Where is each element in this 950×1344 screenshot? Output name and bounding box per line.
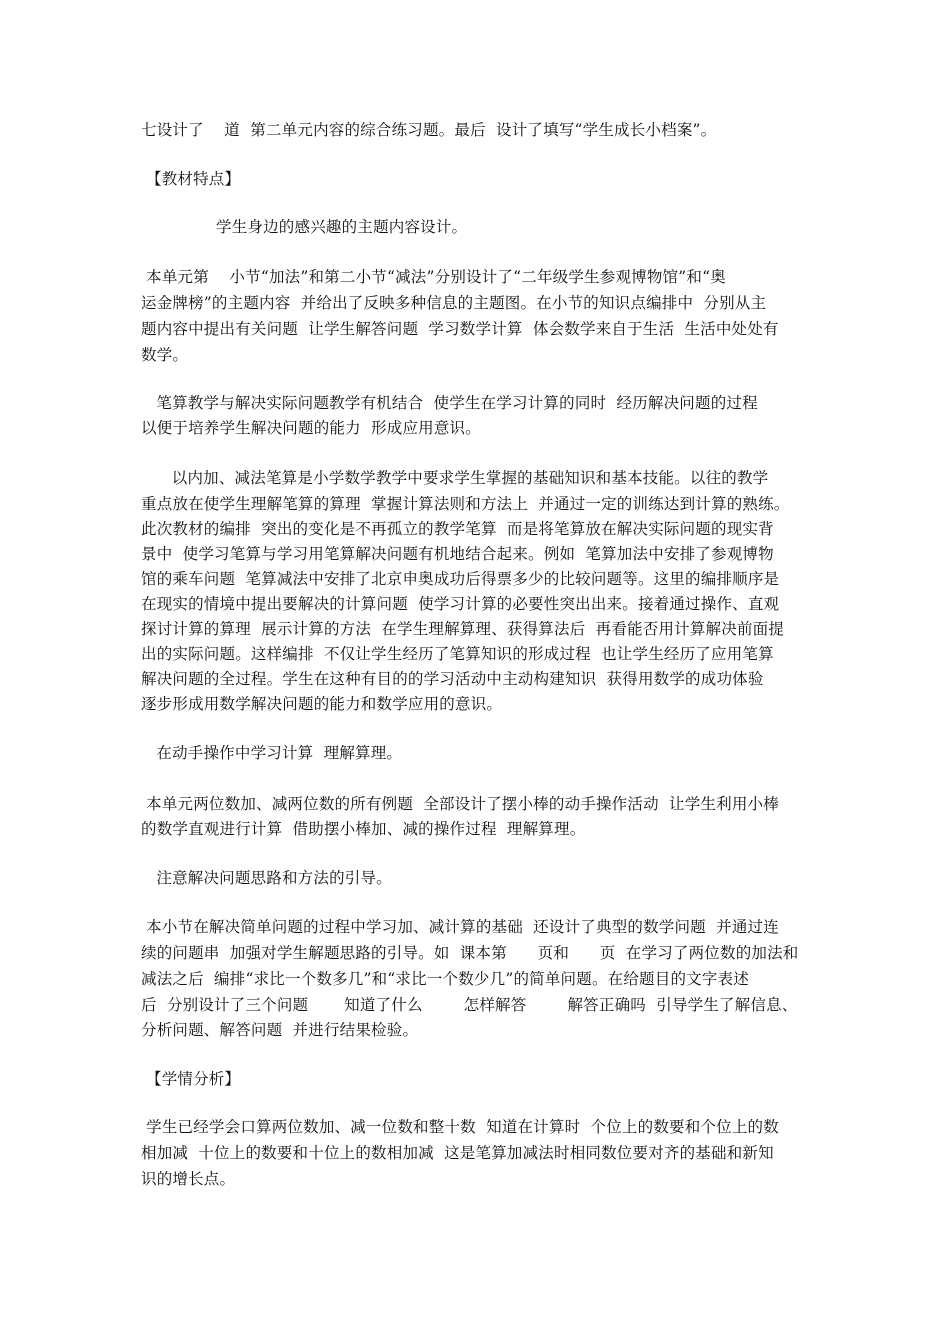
para-1-line-1: 本单元第 小节“加法”和第二小节“减法”分别设计了“二年级学生参观博物馆”和“奥: [141, 268, 726, 286]
para-1-line-2: 运金牌榜”的主题内容 并给出了反映多种信息的主题图。在小节的知识点编排中 分别从主: [141, 294, 767, 312]
para-3-line-2: 的数学直观进行计算 借助摆小棒加、减的操作过程 理解算理。: [141, 820, 586, 838]
para-2-line-7: 探讨计算的算理 展示计算的方法 在学生理解算理、获得算法后 再看能否用计算解决前面提: [141, 620, 785, 638]
para-5-line-1: 学生已经学会口算两位数加、减一位数和整十数 知道在计算时 个位上的数要和个位上的数: [141, 1118, 779, 1136]
para-5-line-3: 识的增长点。: [141, 1170, 236, 1188]
intro-line: 七设计了 道 第二单元内容的综合练习题。最后 设计了填写“学生成长小档案”。: [141, 121, 717, 139]
para-4-line-4: 后 分别设计了三个问题 知道了什么 怎样解答 解答正确吗 引导学生了解信息、: [141, 996, 798, 1014]
para-4-line-2: 续的问题串 加强对学生解题思路的引导。如 课本第 页和 页 在学习了两位数的加法和: [141, 944, 799, 962]
para-2-line-2: 重点放在使学生理解笔算的算理 掌握计算法则和方法上 并通过一定的训练达到计算的熟练。: [141, 495, 790, 513]
heading-learning-analysis: 【学情分析】: [146, 1070, 241, 1088]
feature-3-title: 在动手操作中学习计算 理解算理。: [141, 744, 403, 762]
feature-2-title-line-1: 笔算教学与解决实际问题教学有机结合 使学生在学习计算的同时 经历解决问题的过程: [141, 394, 758, 412]
para-2-line-9: 解决问题的全过程。学生在这种有目的的学习活动中主动构建知识 获得用数学的成功体验: [141, 670, 764, 688]
para-4-line-5: 分析问题、解答问题 并进行结果检验。: [141, 1021, 419, 1039]
para-2-line-6: 在现实的情境中提出要解决的计算问题 使学习计算的必要性突出出来。接着通过操作、直观: [141, 595, 780, 613]
heading-textbook-features: 【教材特点】: [146, 170, 241, 188]
feature-1-title: 学生身边的感兴趣的主题内容设计。: [216, 218, 468, 236]
para-1-line-4: 数学。: [141, 346, 189, 364]
para-2-line-3: 此次教材的编排 突出的变化是不再孤立的教学笔算 而是将笔算放在解决实际问题的现实背: [141, 520, 774, 538]
para-5-line-2: 相加减 十位上的数要和十位上的数相加减 这是笔算加减法时相同数位要对齐的基础和新知: [141, 1144, 774, 1162]
para-4-line-1: 本小节在解决简单问题的过程中学习加、减计算的基础 还设计了典型的数学问题 并通过连: [141, 918, 779, 936]
feature-4-title: 注意解决问题思路和方法的引导。: [141, 869, 392, 887]
para-2-line-1: 以内加、减法笔算是小学数学教学中要求学生掌握的基础知识和基本技能。以往的教学: [141, 469, 769, 487]
para-1-line-3: 题内容中提出有关问题 让学生解答问题 学习数学计算 体会数学来自于生活 生活中处处有: [141, 320, 779, 338]
feature-2-title-line-2: 以便于培养学生解决问题的能力 形成应用意识。: [141, 419, 481, 437]
para-3-line-1: 本单元两位数加、减两位数的所有例题 全部设计了摆小棒的动手操作活动 让学生利用小棒: [141, 795, 779, 813]
para-2-line-8: 出的实际问题。这样编排 不仅让学生经历了笔算知识的形成过程 也让学生经历了应用笔算: [141, 645, 774, 663]
para-2-line-5: 馆的乘车问题 笔算减法中安排了北京申奥成功后得票多少的比较问题等。这里的编排顺序是: [141, 570, 780, 588]
para-4-line-3: 减法之后 编排“求比一个数多几”和“求比一个数少几”的简单问题。在给题目的文字表述: [141, 970, 749, 988]
para-2-line-10: 逐步形成用数学解决问题的能力和数学应用的意识。: [141, 695, 503, 713]
para-2-line-4: 景中 使学习笔算与学习用笔算解决问题有机地结合起来。例如 笔算加法中安排了参观博物: [141, 545, 774, 563]
